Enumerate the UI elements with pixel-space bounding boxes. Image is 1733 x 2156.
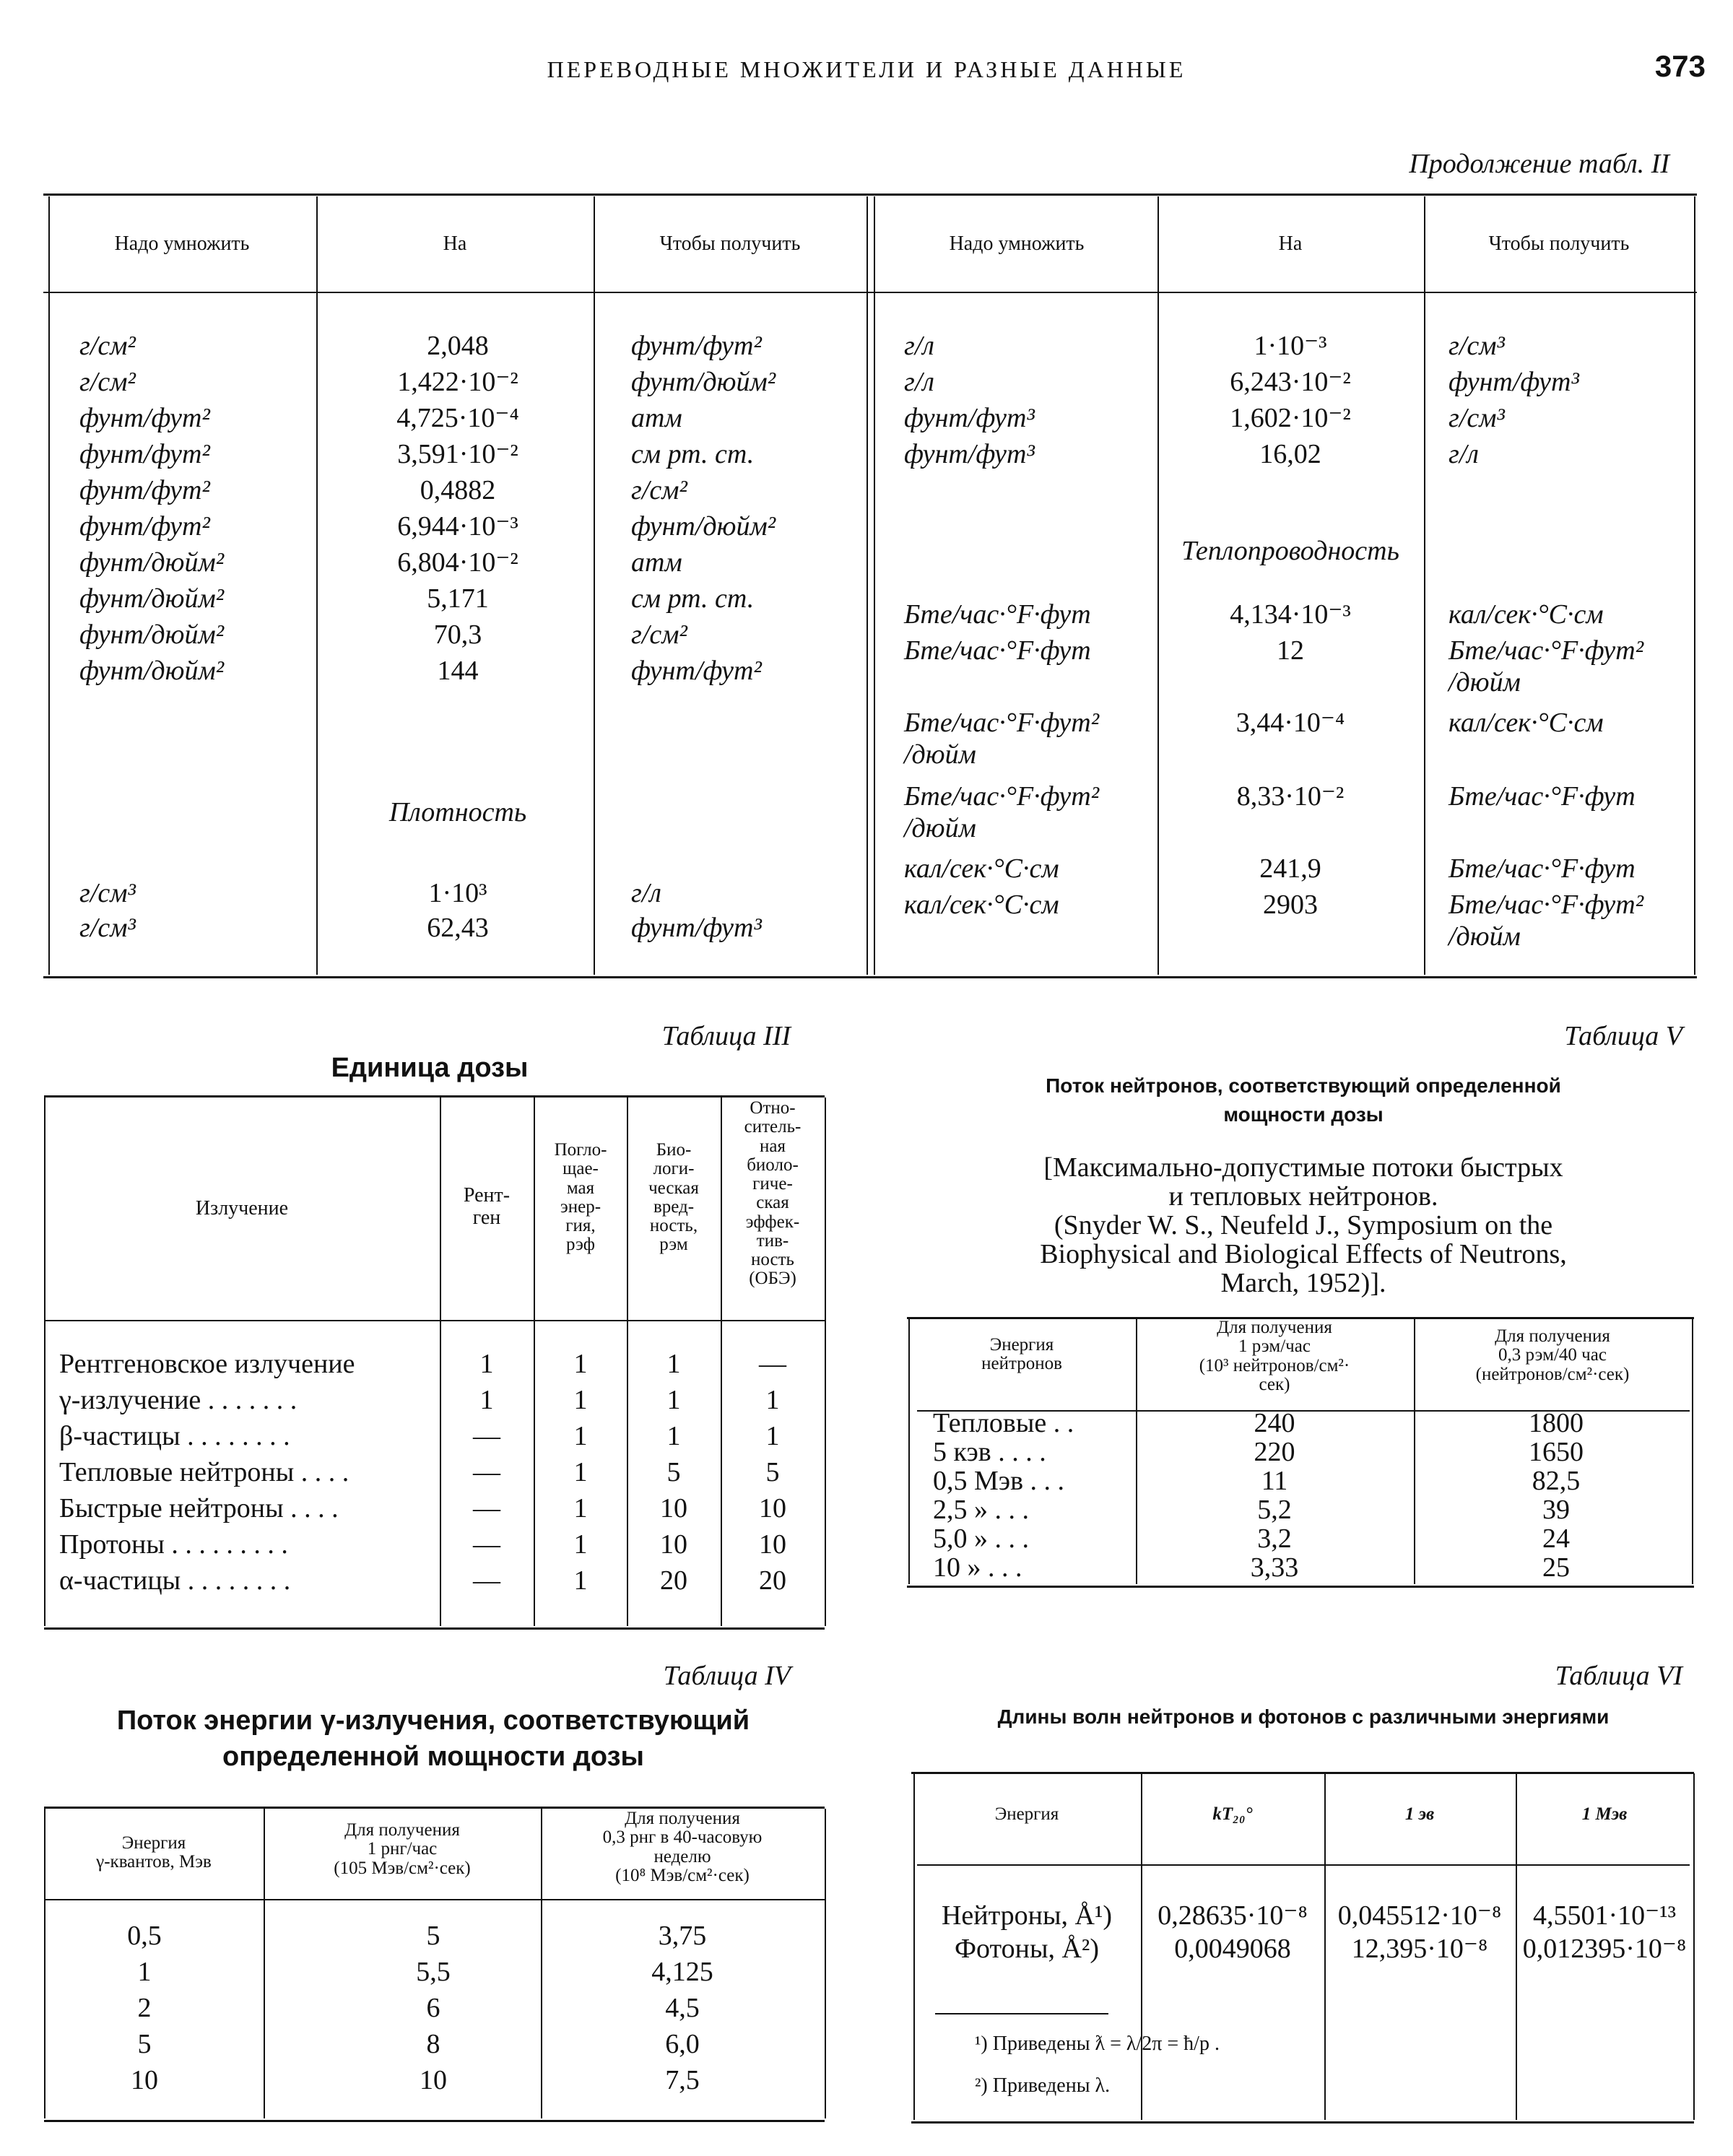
table-cell: 2,5 » . . . — [933, 1495, 1029, 1525]
table-cell: — — [473, 1529, 500, 1560]
table-cell: 25 — [1542, 1552, 1570, 1583]
table-rule — [48, 196, 50, 975]
table-cell: 1650 — [1529, 1437, 1584, 1467]
table-cell: 5,2 — [1257, 1495, 1292, 1525]
table-rule — [316, 196, 318, 975]
table-cell: 5 — [666, 1457, 681, 1487]
table-rule — [874, 196, 875, 975]
column-header: Чтобы получить — [1488, 232, 1630, 255]
table-caption: Продолжение табл. II — [1409, 149, 1669, 179]
table-cell: 4,134·10⁻³ — [1230, 599, 1351, 630]
table-rule — [44, 1899, 825, 1900]
table-cell: фунт/дюйм² — [79, 583, 225, 614]
table-cell: 8,33·10⁻² — [1236, 781, 1345, 812]
table-cell: г/л — [904, 367, 934, 397]
table-cell: 3,33 — [1250, 1552, 1299, 1583]
table-cell: 1·10³ — [428, 878, 487, 908]
table-cell: Рентгеновское излучение — [59, 1349, 355, 1379]
table-cell: Бте/час·°F·фут — [904, 599, 1091, 630]
table-cell: Бте/час·°F·фут — [904, 635, 1091, 666]
table-cell: фунт/дюйм² — [79, 547, 225, 578]
table-cell: 10 » . . . — [933, 1552, 1022, 1583]
table-cell: 7,5 — [665, 2065, 700, 2095]
table-cell: 5 — [765, 1457, 780, 1487]
column-header: Надо умножить — [114, 232, 250, 255]
table-rule — [594, 196, 595, 975]
table-cell: 0,28635·10⁻⁸ — [1157, 1900, 1308, 1931]
table-cell: атм — [631, 403, 682, 433]
table-note: [Максимально-допустимые потоки быстрых — [1043, 1152, 1563, 1183]
table-cell: атм — [631, 547, 682, 578]
table-cell: 10 — [660, 1493, 687, 1523]
table-cell: 1 — [765, 1385, 780, 1415]
table-cell: 5,171 — [427, 583, 489, 614]
table-cell: г/см² — [79, 367, 136, 397]
column-header: Чтобы получить — [659, 232, 801, 255]
table-cell: 5,5 — [416, 1957, 451, 1987]
table-cell: г/см³ — [1448, 403, 1505, 433]
table-cell: 16,02 — [1259, 439, 1321, 469]
table-cell: 1·10⁻³ — [1254, 331, 1327, 361]
table-rule — [43, 194, 1697, 196]
table-cell: 1 — [666, 1349, 681, 1379]
table-cell: см рт. ст. — [631, 583, 755, 614]
table-cell: кал/сек·°С·см — [904, 853, 1059, 884]
table-note: March, 1952)]. — [1220, 1268, 1386, 1298]
table-title: Длины волн нейтронов и фотонов с различными энергиями — [997, 1705, 1610, 1728]
table-rule — [43, 976, 1697, 978]
table-cell: г/л — [631, 878, 661, 908]
table-cell: 1 — [573, 1385, 588, 1415]
table-cell: Бте/час·°F·фут — [1448, 781, 1636, 812]
column-header: Погло- щае- мая энер- гия, рэф — [554, 1140, 607, 1255]
table-rule — [44, 1320, 825, 1321]
table-cell: Бте/час·°F·фут² /дюйм — [904, 781, 1100, 843]
table-cell: 5 — [426, 1921, 440, 1951]
table-cell: 3,75 — [658, 1921, 707, 1951]
table-cell: 1800 — [1529, 1408, 1584, 1438]
table-cell: — — [473, 1421, 500, 1451]
table-cell: 11 — [1261, 1466, 1288, 1496]
page-number: 373 — [1654, 49, 1706, 83]
table-note: Biophysical and Biological Effects of Neutrons, — [1040, 1239, 1567, 1269]
table-cell: 240 — [1254, 1408, 1295, 1438]
table-cell: β-частицы . . . . . . . . — [59, 1421, 290, 1451]
table-cell: 10 — [420, 2065, 447, 2095]
table-cell: фунт/дюйм² — [79, 656, 225, 686]
table-cell: 1 — [573, 1421, 588, 1451]
column-header: Излучение — [195, 1197, 289, 1220]
table-title: Поток энергии γ-излучения, соответствующий — [116, 1705, 750, 1736]
table-rule — [825, 1809, 826, 2118]
table-rule — [1694, 196, 1695, 975]
table-caption: Таблица V — [1564, 1021, 1682, 1051]
table-cell: 1 — [137, 1957, 152, 1987]
table-cell: фунт/фут³ — [904, 439, 1035, 469]
table-cell: г/см² — [79, 331, 136, 361]
column-header: Для получения 1 рнг/час (105 Мэв/см²·сек) — [334, 1820, 471, 1878]
footnote: ²) Приведены λ. — [975, 2074, 1111, 2097]
table-cell: г/л — [1448, 439, 1479, 469]
table-cell: фунт/фут³ — [904, 403, 1035, 433]
table-rule — [866, 196, 868, 975]
table-rule — [44, 2120, 825, 2122]
table-cell: 82,5 — [1532, 1466, 1581, 1496]
table-cell: 62,43 — [427, 913, 489, 943]
table-cell: г/см³ — [79, 913, 136, 943]
table-cell: 2 — [137, 1993, 152, 2023]
table-cell: 3,44·10⁻⁴ — [1235, 708, 1345, 738]
table-rule — [43, 292, 1697, 293]
table-cell: Быстрые нейтроны . . . . — [59, 1493, 339, 1523]
table-cell: — — [473, 1565, 500, 1596]
table-cell: 1 — [573, 1349, 588, 1379]
table-cell: Протоны . . . . . . . . . — [59, 1529, 288, 1560]
table-cell: 3,2 — [1257, 1523, 1292, 1554]
table-cell: 4,725·10⁻⁴ — [396, 403, 519, 433]
table-cell: фунт/фут² — [79, 403, 210, 433]
table-cell: 2903 — [1263, 890, 1318, 920]
table-caption: Таблица VI — [1555, 1661, 1682, 1691]
table-cell: 0,0049068 — [1174, 1934, 1291, 1964]
column-header: kT₂₀° — [1212, 1804, 1253, 1824]
table-cell: фунт/фут² — [631, 656, 762, 686]
table-cell: 4,5 — [665, 1993, 700, 2023]
column-header: Для получения 1 рэм/час (10³ нейтронов/см²· сек) — [1199, 1318, 1350, 1394]
table-cell: Бте/час·°F·фут² /дюйм — [1448, 890, 1644, 952]
column-header: Надо умножить — [949, 232, 1085, 255]
table-cell: 2,048 — [427, 331, 489, 361]
table-cell: Тепловые . . — [933, 1408, 1074, 1438]
table-cell: Тепловые нейтроны . . . . — [59, 1457, 349, 1487]
table-cell: г/л — [904, 331, 934, 361]
table-cell: г/см³ — [79, 878, 136, 908]
table-cell: 6,0 — [665, 2029, 700, 2059]
column-header: Энергия нейтронов — [981, 1335, 1062, 1374]
table-cell: 12 — [1277, 635, 1304, 666]
table-cell: 10 — [759, 1529, 786, 1560]
table-rule — [1157, 196, 1159, 975]
table-cell: Бте/час·°F·фут² /дюйм — [904, 708, 1100, 770]
table-cell: 1 — [666, 1421, 681, 1451]
column-header: Энергия — [994, 1804, 1059, 1824]
table-cell: 1 — [765, 1421, 780, 1451]
table-cell: 0,012395·10⁻⁸ — [1522, 1934, 1687, 1964]
table-cell: 1 — [573, 1565, 588, 1596]
column-header: Для получения 0,3 рэм/40 час (нейтронов/см²·сек) — [1475, 1326, 1630, 1384]
table-cell: 1 — [573, 1457, 588, 1487]
table-cell: кал/сек·°С·см — [1448, 708, 1604, 738]
column-header: 1 Мэв — [1581, 1804, 1628, 1824]
table-cell: 6 — [426, 1993, 440, 2023]
table-cell: фунт/дюйм² — [631, 511, 776, 542]
table-cell: 8 — [426, 2029, 440, 2059]
table-cell: α-частицы . . . . . . . . — [59, 1565, 291, 1596]
table-caption: Таблица III — [661, 1021, 791, 1051]
table-cell: фунт/дюйм² — [79, 620, 225, 650]
table-cell: 1 — [479, 1349, 494, 1379]
table-rule — [911, 1772, 1694, 1774]
table-cell: г/см² — [631, 620, 687, 650]
table-cell: 220 — [1254, 1437, 1295, 1467]
column-header: На — [443, 232, 467, 255]
table-cell: 144 — [437, 656, 479, 686]
table-title: мощности дозы — [1223, 1103, 1384, 1126]
section-label: Теплопроводность — [1181, 536, 1399, 566]
table-rule — [935, 2013, 1108, 2014]
table-cell: 10 — [131, 2065, 158, 2095]
table-cell: 1 — [573, 1529, 588, 1560]
table-title: Поток нейтронов, соответствующий определенной — [1046, 1074, 1561, 1097]
table-cell: 5 — [137, 2029, 152, 2059]
table-caption: Таблица IV — [663, 1661, 791, 1691]
table-cell: фунт/фут² — [631, 331, 762, 361]
table-cell: Нейтроны, Å¹) — [941, 1900, 1113, 1931]
table-rule — [825, 1097, 826, 1626]
table-cell: 0,4882 — [420, 475, 496, 505]
table-rule — [917, 1864, 1690, 1866]
table-cell: 0,5 Мэв . . . — [933, 1466, 1065, 1496]
table-cell: 6,804·10⁻² — [397, 547, 518, 578]
footnote: ¹) Приведены ƛ = λ/2π = ħ/p . — [975, 2033, 1220, 2055]
table-cell: 10 — [759, 1493, 786, 1523]
table-cell: 4,125 — [651, 1957, 713, 1987]
column-header: Для получения 0,3 рнг в 40-часовую неделю (10⁸ Мэв/см²·сек) — [602, 1809, 763, 1885]
table-cell: γ-излучение . . . . . . . — [59, 1385, 297, 1415]
table-rule — [908, 1318, 910, 1584]
table-cell: 1 — [479, 1385, 494, 1415]
table-rule — [44, 1627, 825, 1630]
section-label: Плотность — [388, 797, 527, 827]
running-header-title: ПЕРЕВОДНЫЕ МНОЖИТЕЛИ И РАЗНЫЕ ДАННЫЕ — [547, 56, 1186, 82]
table-rule — [44, 1095, 825, 1097]
table-rule — [907, 1586, 1694, 1588]
table-title: Единица дозы — [331, 1053, 529, 1083]
table-cell: фунт/фут³ — [1448, 367, 1579, 397]
table-cell: — — [473, 1493, 500, 1523]
table-cell: 70,3 — [433, 620, 482, 650]
table-cell: 241,9 — [1259, 853, 1321, 884]
table-cell: 6,944·10⁻³ — [397, 511, 518, 542]
table-cell: 20 — [660, 1565, 687, 1596]
table-cell: кал/сек·°С·см — [1448, 599, 1604, 630]
table-cell: 20 — [759, 1565, 786, 1596]
table-cell: 3,591·10⁻² — [397, 439, 518, 469]
table-cell: 24 — [1542, 1523, 1570, 1554]
table-cell: — — [473, 1457, 500, 1487]
column-header: На — [1278, 232, 1303, 255]
table-cell: 5,0 » . . . — [933, 1523, 1029, 1554]
table-cell: 4,5501·10⁻¹³ — [1533, 1900, 1676, 1931]
table-cell: Бте/час·°F·фут² /дюйм — [1448, 635, 1644, 697]
table-cell: 5 кэв . . . . — [933, 1437, 1046, 1467]
table-cell: — — [759, 1349, 786, 1379]
table-note: и тепловых нейтронов. — [1168, 1181, 1438, 1212]
table-cell: 1 — [573, 1493, 588, 1523]
table-rule — [911, 2121, 1694, 2124]
table-cell: фунт/фут² — [79, 511, 210, 542]
table-cell: 39 — [1542, 1495, 1570, 1525]
table-cell: 1 — [666, 1385, 681, 1415]
table-rule — [44, 1097, 45, 1626]
table-cell: фунт/фут³ — [631, 913, 762, 943]
column-header: Энергия γ-квантов, Мэв — [96, 1833, 212, 1872]
table-rule — [1692, 1318, 1693, 1584]
table-cell: г/см² — [631, 475, 687, 505]
table-cell: Фотоны, Å²) — [955, 1934, 1099, 1964]
table-cell: г/см³ — [1448, 331, 1505, 361]
table-title: определенной мощности дозы — [222, 1742, 644, 1772]
table-cell: 12,395·10⁻⁸ — [1351, 1934, 1488, 1964]
table-cell: 10 — [660, 1529, 687, 1560]
table-cell: 0,5 — [127, 1921, 162, 1951]
table-cell: Бте/час·°F·фут — [1448, 853, 1636, 884]
table-cell: 1,422·10⁻² — [397, 367, 518, 397]
column-header: Рент- ген — [463, 1184, 511, 1230]
table-cell: см рт. ст. — [631, 439, 755, 469]
table-cell: 0,045512·10⁻⁸ — [1337, 1900, 1502, 1931]
column-header: 1 эв — [1404, 1804, 1435, 1824]
table-rule — [1424, 196, 1425, 975]
table-cell: фунт/фут² — [79, 475, 210, 505]
column-header: Отно- ситель- ная биоло- гиче- ская эффек- тив- ность (ОБЭ) — [744, 1098, 802, 1289]
table-cell: кал/сек·°С·см — [904, 890, 1059, 920]
table-cell: фунт/дюйм² — [631, 367, 776, 397]
column-header: Био- логи- ческая вред- ность, рэм — [648, 1140, 699, 1255]
table-cell: 1,602·10⁻² — [1230, 403, 1351, 433]
table-cell: фунт/фут² — [79, 439, 210, 469]
table-cell: 6,243·10⁻² — [1230, 367, 1351, 397]
table-note: (Snyder W. S., Neufeld J., Symposium on the — [1054, 1210, 1553, 1240]
